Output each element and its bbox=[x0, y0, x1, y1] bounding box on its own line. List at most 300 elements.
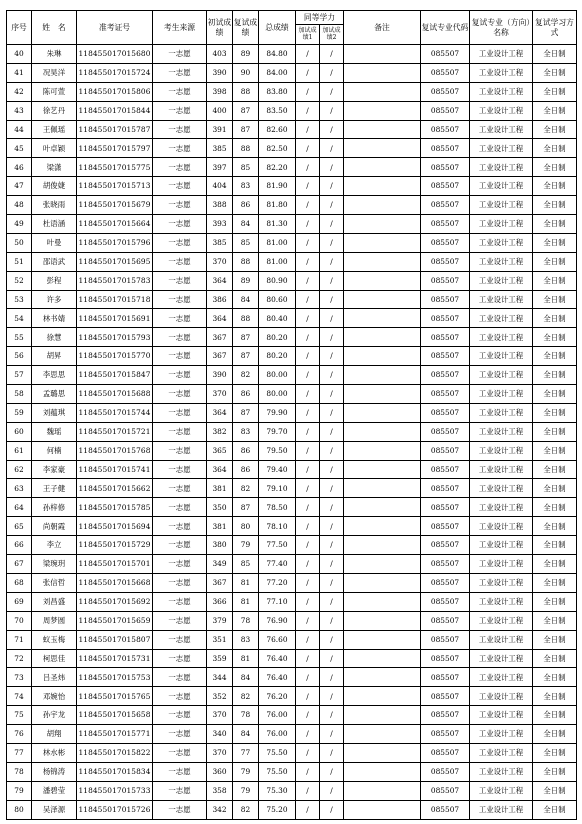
cell-total-score: 82.60 bbox=[259, 120, 296, 139]
cell-equiv-score2: / bbox=[320, 403, 344, 422]
cell-initial-score: 350 bbox=[207, 498, 233, 517]
table-row bbox=[7, 762, 577, 781]
cell-initial-score: 367 bbox=[207, 573, 233, 592]
cell-retest-score: 83 bbox=[233, 422, 259, 441]
cell-seq: 77 bbox=[7, 743, 32, 762]
cell-major-name: 工业设计工程 bbox=[470, 290, 533, 309]
cell-equiv-score1: / bbox=[296, 271, 320, 290]
cell-seq: 63 bbox=[7, 479, 32, 498]
cell-initial-score: 381 bbox=[207, 517, 233, 536]
cell-seq: 45 bbox=[7, 139, 32, 158]
cell-major-name: 工业设计工程 bbox=[470, 271, 533, 290]
cell-initial-score: 403 bbox=[207, 45, 233, 64]
cell-seq: 42 bbox=[7, 82, 32, 101]
cell-exam-id: 118455017015692 bbox=[77, 592, 153, 611]
table-header bbox=[7, 11, 577, 45]
cell-major-name: 工业设计工程 bbox=[470, 573, 533, 592]
cell-major-code: 085507 bbox=[421, 196, 470, 215]
cell-major-code: 085507 bbox=[421, 498, 470, 517]
cell-study-mode: 全日制 bbox=[533, 385, 577, 404]
cell-remark bbox=[344, 441, 421, 460]
cell-equiv-score2: / bbox=[320, 555, 344, 574]
cell-major-name: 工业设计工程 bbox=[470, 800, 533, 819]
cell-equiv-score2: / bbox=[320, 385, 344, 404]
cell-exam-id: 118455017015741 bbox=[77, 460, 153, 479]
cell-exam-id: 118455017015765 bbox=[77, 687, 153, 706]
cell-equiv-score1: / bbox=[296, 706, 320, 725]
cell-initial-score: 364 bbox=[207, 460, 233, 479]
cell-source: 一志愿 bbox=[153, 45, 207, 64]
cell-total-score: 76.90 bbox=[259, 611, 296, 630]
cell-study-mode: 全日制 bbox=[533, 45, 577, 64]
cell-equiv-score2: / bbox=[320, 498, 344, 517]
cell-source: 一志愿 bbox=[153, 687, 207, 706]
cell-equiv-score2: / bbox=[320, 479, 344, 498]
table-row bbox=[7, 45, 577, 64]
cell-exam-id: 118455017015775 bbox=[77, 158, 153, 177]
cell-source: 一志愿 bbox=[153, 649, 207, 668]
header-initial-score-label: 初试成绩 bbox=[207, 18, 232, 37]
cell-study-mode: 全日制 bbox=[533, 82, 577, 101]
cell-study-mode: 全日制 bbox=[533, 63, 577, 82]
cell-remark bbox=[344, 668, 421, 687]
cell-study-mode: 全日制 bbox=[533, 479, 577, 498]
cell-total-score: 76.20 bbox=[259, 687, 296, 706]
cell-source: 一志愿 bbox=[153, 573, 207, 592]
cell-major-name: 工业设计工程 bbox=[470, 328, 533, 347]
header-equiv: 同等学力 bbox=[296, 11, 344, 25]
header-name: 姓 名 bbox=[32, 11, 77, 45]
cell-major-code: 085507 bbox=[421, 328, 470, 347]
cell-major-name: 工业设计工程 bbox=[470, 498, 533, 517]
cell-name: 何楠 bbox=[32, 441, 77, 460]
cell-seq: 70 bbox=[7, 611, 32, 630]
cell-total-score: 80.20 bbox=[259, 328, 296, 347]
cell-major-code: 085507 bbox=[421, 460, 470, 479]
cell-exam-id: 118455017015785 bbox=[77, 498, 153, 517]
cell-remark bbox=[344, 252, 421, 271]
cell-initial-score: 390 bbox=[207, 366, 233, 385]
cell-total-score: 83.50 bbox=[259, 101, 296, 120]
cell-major-name: 工业设计工程 bbox=[470, 649, 533, 668]
cell-seq: 61 bbox=[7, 441, 32, 460]
cell-major-name: 工业设计工程 bbox=[470, 592, 533, 611]
cell-remark bbox=[344, 82, 421, 101]
cell-equiv-score2: / bbox=[320, 762, 344, 781]
cell-total-score: 75.20 bbox=[259, 800, 296, 819]
cell-name: 张信哲 bbox=[32, 573, 77, 592]
cell-seq: 66 bbox=[7, 536, 32, 555]
cell-exam-id: 118455017015806 bbox=[77, 82, 153, 101]
header-equiv-score1-label: 加试成绩1 bbox=[298, 26, 317, 41]
cell-retest-score: 90 bbox=[233, 63, 259, 82]
cell-equiv-score1: / bbox=[296, 63, 320, 82]
table-row bbox=[7, 460, 577, 479]
cell-retest-score: 86 bbox=[233, 460, 259, 479]
cell-equiv-score2: / bbox=[320, 63, 344, 82]
header-remark: 备注 bbox=[344, 11, 421, 45]
cell-initial-score: 390 bbox=[207, 63, 233, 82]
cell-study-mode: 全日制 bbox=[533, 517, 577, 536]
cell-seq: 52 bbox=[7, 271, 32, 290]
cell-equiv-score2: / bbox=[320, 233, 344, 252]
cell-name: 胡俊婕 bbox=[32, 177, 77, 196]
cell-retest-score: 81 bbox=[233, 592, 259, 611]
cell-equiv-score2: / bbox=[320, 536, 344, 555]
cell-equiv-score2: / bbox=[320, 517, 344, 536]
cell-study-mode: 全日制 bbox=[533, 328, 577, 347]
cell-major-code: 085507 bbox=[421, 271, 470, 290]
cell-exam-id: 118455017015713 bbox=[77, 177, 153, 196]
cell-total-score: 82.50 bbox=[259, 139, 296, 158]
cell-initial-score: 385 bbox=[207, 233, 233, 252]
cell-source: 一志愿 bbox=[153, 101, 207, 120]
cell-name: 王子健 bbox=[32, 479, 77, 498]
table-row bbox=[7, 309, 577, 328]
table-row bbox=[7, 573, 577, 592]
cell-initial-score: 367 bbox=[207, 328, 233, 347]
cell-major-code: 085507 bbox=[421, 139, 470, 158]
cell-major-name: 工业设计工程 bbox=[470, 479, 533, 498]
cell-total-score: 79.40 bbox=[259, 460, 296, 479]
cell-exam-id: 118455017015847 bbox=[77, 366, 153, 385]
cell-source: 一志愿 bbox=[153, 800, 207, 819]
cell-initial-score: 359 bbox=[207, 649, 233, 668]
cell-source: 一志愿 bbox=[153, 252, 207, 271]
table-row bbox=[7, 536, 577, 555]
cell-retest-score: 82 bbox=[233, 366, 259, 385]
cell-retest-score: 84 bbox=[233, 725, 259, 744]
cell-equiv-score2: / bbox=[320, 743, 344, 762]
table-row bbox=[7, 252, 577, 271]
cell-equiv-score1: / bbox=[296, 347, 320, 366]
cell-major-name: 工业设计工程 bbox=[470, 403, 533, 422]
cell-study-mode: 全日制 bbox=[533, 252, 577, 271]
cell-equiv-score1: / bbox=[296, 82, 320, 101]
cell-exam-id: 118455017015822 bbox=[77, 743, 153, 762]
cell-remark bbox=[344, 196, 421, 215]
cell-total-score: 77.20 bbox=[259, 573, 296, 592]
cell-remark bbox=[344, 706, 421, 725]
cell-study-mode: 全日制 bbox=[533, 441, 577, 460]
cell-source: 一志愿 bbox=[153, 460, 207, 479]
cell-equiv-score2: / bbox=[320, 158, 344, 177]
cell-major-code: 085507 bbox=[421, 366, 470, 385]
cell-remark bbox=[344, 649, 421, 668]
cell-study-mode: 全日制 bbox=[533, 687, 577, 706]
cell-equiv-score1: / bbox=[296, 139, 320, 158]
cell-equiv-score1: / bbox=[296, 233, 320, 252]
cell-remark bbox=[344, 328, 421, 347]
cell-exam-id: 118455017015793 bbox=[77, 328, 153, 347]
cell-total-score: 77.50 bbox=[259, 536, 296, 555]
cell-remark bbox=[344, 479, 421, 498]
cell-equiv-score2: / bbox=[320, 139, 344, 158]
cell-retest-score: 78 bbox=[233, 611, 259, 630]
cell-name: 李思思 bbox=[32, 366, 77, 385]
cell-equiv-score1: / bbox=[296, 555, 320, 574]
cell-major-name: 工业设计工程 bbox=[470, 158, 533, 177]
cell-name: 尚朝霞 bbox=[32, 517, 77, 536]
cell-total-score: 76.40 bbox=[259, 668, 296, 687]
cell-exam-id: 118455017015726 bbox=[77, 800, 153, 819]
table-row bbox=[7, 233, 577, 252]
cell-remark bbox=[344, 101, 421, 120]
cell-total-score: 80.00 bbox=[259, 366, 296, 385]
cell-major-name: 工业设计工程 bbox=[470, 668, 533, 687]
cell-equiv-score1: / bbox=[296, 460, 320, 479]
cell-remark bbox=[344, 536, 421, 555]
cell-source: 一志愿 bbox=[153, 555, 207, 574]
cell-exam-id: 118455017015679 bbox=[77, 196, 153, 215]
cell-equiv-score2: / bbox=[320, 82, 344, 101]
cell-equiv-score1: / bbox=[296, 290, 320, 309]
cell-retest-score: 88 bbox=[233, 252, 259, 271]
cell-major-code: 085507 bbox=[421, 63, 470, 82]
cell-seq: 74 bbox=[7, 687, 32, 706]
cell-remark bbox=[344, 403, 421, 422]
cell-initial-score: 381 bbox=[207, 479, 233, 498]
cell-source: 一志愿 bbox=[153, 422, 207, 441]
cell-study-mode: 全日制 bbox=[533, 196, 577, 215]
cell-initial-score: 342 bbox=[207, 800, 233, 819]
cell-study-mode: 全日制 bbox=[533, 215, 577, 234]
cell-initial-score: 366 bbox=[207, 592, 233, 611]
cell-exam-id: 118455017015807 bbox=[77, 630, 153, 649]
cell-name: 叶曼 bbox=[32, 233, 77, 252]
cell-total-score: 82.20 bbox=[259, 158, 296, 177]
cell-study-mode: 全日制 bbox=[533, 649, 577, 668]
cell-major-name: 工业设计工程 bbox=[470, 725, 533, 744]
cell-equiv-score1: / bbox=[296, 385, 320, 404]
cell-seq: 57 bbox=[7, 366, 32, 385]
cell-initial-score: 398 bbox=[207, 82, 233, 101]
cell-major-code: 085507 bbox=[421, 120, 470, 139]
table-row bbox=[7, 800, 577, 819]
cell-initial-score: 340 bbox=[207, 725, 233, 744]
cell-major-name: 工业设计工程 bbox=[470, 196, 533, 215]
cell-total-score: 79.10 bbox=[259, 479, 296, 498]
cell-retest-score: 86 bbox=[233, 196, 259, 215]
cell-remark bbox=[344, 725, 421, 744]
cell-seq: 69 bbox=[7, 592, 32, 611]
cell-seq: 59 bbox=[7, 403, 32, 422]
cell-exam-id: 118455017015680 bbox=[77, 45, 153, 64]
cell-remark bbox=[344, 347, 421, 366]
cell-total-score: 80.60 bbox=[259, 290, 296, 309]
cell-source: 一志愿 bbox=[153, 366, 207, 385]
cell-name: 吕圣炜 bbox=[32, 668, 77, 687]
cell-name: 王佩瑶 bbox=[32, 120, 77, 139]
cell-major-code: 085507 bbox=[421, 309, 470, 328]
cell-study-mode: 全日制 bbox=[533, 422, 577, 441]
cell-equiv-score2: / bbox=[320, 101, 344, 120]
cell-total-score: 81.00 bbox=[259, 233, 296, 252]
cell-exam-id: 118455017015733 bbox=[77, 781, 153, 800]
cell-study-mode: 全日制 bbox=[533, 762, 577, 781]
table-body bbox=[7, 45, 577, 820]
cell-initial-score: 370 bbox=[207, 385, 233, 404]
cell-study-mode: 全日制 bbox=[533, 743, 577, 762]
cell-major-name: 工业设计工程 bbox=[470, 706, 533, 725]
cell-remark bbox=[344, 120, 421, 139]
cell-exam-id: 118455017015834 bbox=[77, 762, 153, 781]
cell-seq: 78 bbox=[7, 762, 32, 781]
score-list-document bbox=[6, 10, 577, 820]
table-row bbox=[7, 366, 577, 385]
cell-equiv-score2: / bbox=[320, 328, 344, 347]
cell-equiv-score1: / bbox=[296, 630, 320, 649]
cell-retest-score: 84 bbox=[233, 215, 259, 234]
cell-seq: 48 bbox=[7, 196, 32, 215]
cell-seq: 44 bbox=[7, 120, 32, 139]
cell-retest-score: 89 bbox=[233, 45, 259, 64]
cell-equiv-score1: / bbox=[296, 536, 320, 555]
cell-equiv-score2: / bbox=[320, 422, 344, 441]
cell-remark bbox=[344, 592, 421, 611]
cell-name: 梁琬玥 bbox=[32, 555, 77, 574]
cell-seq: 76 bbox=[7, 725, 32, 744]
cell-equiv-score1: / bbox=[296, 800, 320, 819]
cell-major-code: 085507 bbox=[421, 441, 470, 460]
cell-total-score: 84.80 bbox=[259, 45, 296, 64]
cell-major-code: 085507 bbox=[421, 158, 470, 177]
cell-source: 一志愿 bbox=[153, 611, 207, 630]
cell-initial-score: 370 bbox=[207, 743, 233, 762]
cell-major-code: 085507 bbox=[421, 592, 470, 611]
cell-equiv-score2: / bbox=[320, 706, 344, 725]
cell-exam-id: 118455017015695 bbox=[77, 252, 153, 271]
cell-equiv-score1: / bbox=[296, 517, 320, 536]
cell-exam-id: 118455017015724 bbox=[77, 63, 153, 82]
header-study-mode bbox=[533, 11, 577, 45]
cell-name: 刘蕴琪 bbox=[32, 403, 77, 422]
cell-name: 李立 bbox=[32, 536, 77, 555]
retest-score-table bbox=[6, 10, 577, 820]
cell-study-mode: 全日制 bbox=[533, 781, 577, 800]
cell-name: 胡昇 bbox=[32, 347, 77, 366]
cell-seq: 47 bbox=[7, 177, 32, 196]
cell-source: 一志愿 bbox=[153, 498, 207, 517]
cell-seq: 60 bbox=[7, 422, 32, 441]
cell-equiv-score1: / bbox=[296, 573, 320, 592]
cell-initial-score: 400 bbox=[207, 101, 233, 120]
cell-exam-id: 118455017015797 bbox=[77, 139, 153, 158]
cell-study-mode: 全日制 bbox=[533, 706, 577, 725]
cell-remark bbox=[344, 573, 421, 592]
cell-equiv-score1: / bbox=[296, 725, 320, 744]
cell-name: 杨锦涛 bbox=[32, 762, 77, 781]
cell-retest-score: 81 bbox=[233, 573, 259, 592]
cell-initial-score: 397 bbox=[207, 158, 233, 177]
cell-retest-score: 88 bbox=[233, 139, 259, 158]
cell-equiv-score1: / bbox=[296, 479, 320, 498]
cell-equiv-score2: / bbox=[320, 347, 344, 366]
table-row bbox=[7, 63, 577, 82]
cell-seq: 72 bbox=[7, 649, 32, 668]
cell-exam-id: 118455017015768 bbox=[77, 441, 153, 460]
cell-remark bbox=[344, 309, 421, 328]
cell-remark bbox=[344, 687, 421, 706]
cell-initial-score: 382 bbox=[207, 422, 233, 441]
cell-equiv-score2: / bbox=[320, 725, 344, 744]
cell-exam-id: 118455017015659 bbox=[77, 611, 153, 630]
cell-name: 邵语武 bbox=[32, 252, 77, 271]
header-study-mode-label: 复试学习方式 bbox=[535, 18, 574, 37]
cell-major-code: 085507 bbox=[421, 233, 470, 252]
cell-equiv-score1: / bbox=[296, 309, 320, 328]
cell-study-mode: 全日制 bbox=[533, 309, 577, 328]
cell-remark bbox=[344, 517, 421, 536]
table-row bbox=[7, 441, 577, 460]
cell-name: 孙宇龙 bbox=[32, 706, 77, 725]
cell-seq: 71 bbox=[7, 630, 32, 649]
table-row bbox=[7, 82, 577, 101]
cell-exam-id: 118455017015771 bbox=[77, 725, 153, 744]
table-row bbox=[7, 592, 577, 611]
cell-retest-score: 79 bbox=[233, 762, 259, 781]
cell-major-name: 工业设计工程 bbox=[470, 177, 533, 196]
cell-equiv-score2: / bbox=[320, 460, 344, 479]
cell-source: 一志愿 bbox=[153, 706, 207, 725]
cell-seq: 64 bbox=[7, 498, 32, 517]
cell-equiv-score2: / bbox=[320, 196, 344, 215]
cell-seq: 50 bbox=[7, 233, 32, 252]
cell-total-score: 76.00 bbox=[259, 725, 296, 744]
cell-equiv-score2: / bbox=[320, 800, 344, 819]
cell-retest-score: 82 bbox=[233, 800, 259, 819]
cell-seq: 43 bbox=[7, 101, 32, 120]
cell-remark bbox=[344, 762, 421, 781]
cell-initial-score: 364 bbox=[207, 309, 233, 328]
cell-major-code: 085507 bbox=[421, 101, 470, 120]
cell-exam-id: 118455017015783 bbox=[77, 271, 153, 290]
cell-total-score: 80.40 bbox=[259, 309, 296, 328]
cell-seq: 65 bbox=[7, 517, 32, 536]
header-source: 考生来源 bbox=[153, 11, 207, 45]
cell-name: 许多 bbox=[32, 290, 77, 309]
cell-source: 一志愿 bbox=[153, 517, 207, 536]
cell-source: 一志愿 bbox=[153, 215, 207, 234]
cell-initial-score: 404 bbox=[207, 177, 233, 196]
cell-major-code: 085507 bbox=[421, 743, 470, 762]
cell-retest-score: 84 bbox=[233, 668, 259, 687]
cell-source: 一志愿 bbox=[153, 290, 207, 309]
cell-exam-id: 118455017015844 bbox=[77, 101, 153, 120]
cell-remark bbox=[344, 630, 421, 649]
cell-retest-score: 81 bbox=[233, 649, 259, 668]
cell-initial-score: 344 bbox=[207, 668, 233, 687]
cell-remark bbox=[344, 177, 421, 196]
cell-initial-score: 386 bbox=[207, 290, 233, 309]
cell-source: 一志愿 bbox=[153, 743, 207, 762]
cell-retest-score: 80 bbox=[233, 517, 259, 536]
cell-total-score: 76.60 bbox=[259, 630, 296, 649]
cell-source: 一志愿 bbox=[153, 233, 207, 252]
cell-remark bbox=[344, 139, 421, 158]
cell-equiv-score1: / bbox=[296, 422, 320, 441]
table-row bbox=[7, 385, 577, 404]
cell-major-name: 工业设计工程 bbox=[470, 517, 533, 536]
cell-remark bbox=[344, 498, 421, 517]
cell-major-code: 085507 bbox=[421, 385, 470, 404]
cell-name: 胡翔 bbox=[32, 725, 77, 744]
cell-remark bbox=[344, 611, 421, 630]
cell-equiv-score2: / bbox=[320, 687, 344, 706]
cell-equiv-score2: / bbox=[320, 649, 344, 668]
cell-seq: 75 bbox=[7, 706, 32, 725]
cell-source: 一志愿 bbox=[153, 668, 207, 687]
